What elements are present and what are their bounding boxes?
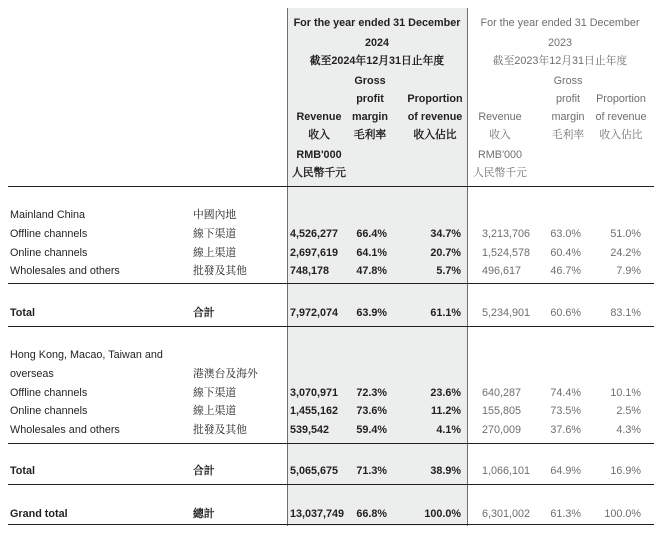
row-label-zh: 線上渠道 [193, 247, 237, 259]
row-label-zh: 合計 [193, 465, 215, 477]
row-label-en: Online channels [10, 405, 88, 417]
current-margin-cell: 47.8% [356, 265, 387, 277]
prior-period-zh: 截至2023年12月31日止年度 [492, 55, 628, 67]
prior-period-en: For the year ended 31 December [480, 17, 640, 29]
prior-revenue-cell: 496,617 [482, 265, 522, 277]
prior-gross-heading-zh: 毛利率 [551, 129, 585, 141]
current-gross-heading-3: margin [352, 111, 388, 123]
current-margin-cell: 72.3% [356, 387, 387, 399]
prior-proportion-cell: 83.1% [610, 307, 641, 319]
row-label-zh: 線下渠道 [193, 387, 237, 399]
section-label-en: Hong Kong, Macao, Taiwan and [10, 349, 163, 361]
row-label-zh: 合計 [193, 307, 215, 319]
current-revenue-cell: 748,178 [290, 265, 330, 277]
current-proportion-cell: 23.6% [430, 387, 461, 399]
row-label-zh: 線下渠道 [193, 228, 237, 240]
current-margin-cell: 73.6% [356, 405, 387, 417]
prior-margin-cell: 61.3% [550, 508, 581, 520]
prior-revenue-cell: 6,301,002 [482, 508, 531, 520]
row-label-en: Offline channels [10, 228, 88, 240]
section-label-zh: 中國內地 [193, 209, 237, 221]
mainland-total-top-rule [8, 283, 654, 284]
current-margin-cell: 59.4% [356, 424, 387, 436]
current-revenue-cell: 4,526,277 [290, 228, 339, 240]
current-margin-cell: 66.8% [356, 508, 387, 520]
prior-margin-cell: 63.0% [550, 228, 581, 240]
current-year: 2024 [364, 37, 390, 49]
prior-revenue-heading-zh: 收入 [489, 129, 511, 141]
current-revenue-cell: 5,065,675 [290, 465, 339, 477]
row-label-en: Wholesales and others [10, 424, 120, 436]
prior-margin-cell: 37.6% [550, 424, 581, 436]
prior-gross-heading-2: profit [555, 93, 580, 105]
current-revenue-cell: 539,542 [290, 424, 330, 436]
current-margin-cell: 71.3% [356, 465, 387, 477]
prior-revenue-cell: 5,234,901 [482, 307, 531, 319]
prior-margin-cell: 60.6% [550, 307, 581, 319]
row-label-zh: 批發及其他 [193, 424, 247, 436]
mainland-total-bottom-rule [8, 326, 654, 327]
prior-prop-heading-zh: 收入佔比 [599, 129, 643, 141]
row-label-zh: 線上渠道 [193, 405, 237, 417]
current-prop-heading-zh: 收入佔比 [413, 129, 457, 141]
header-bottom-rule [8, 186, 654, 187]
grand-total-bottom-rule [8, 524, 654, 525]
current-revenue-heading-zh: 收入 [308, 129, 330, 141]
prior-unit-heading-zh: 人民幣千元 [473, 167, 527, 179]
current-proportion-cell: 4.1% [436, 424, 461, 436]
overseas-total-top-rule [8, 443, 654, 444]
prior-proportion-cell: 51.0% [610, 228, 641, 240]
current-period-en: For the year ended 31 December [293, 17, 461, 29]
current-proportion-cell: 11.2% [430, 405, 461, 417]
prior-prop-heading-2: of revenue [595, 111, 647, 123]
row-label-en: Total [10, 307, 35, 319]
row-label-en: Total [10, 465, 35, 477]
row-label-zh: 總計 [193, 508, 215, 520]
current-gross-heading-2: profit [356, 93, 384, 105]
current-margin-cell: 63.9% [356, 307, 387, 319]
prior-proportion-cell: 24.2% [610, 247, 641, 259]
current-prop-heading-1: Proportion [407, 93, 463, 105]
prior-revenue-cell: 1,066,101 [482, 465, 531, 477]
section-label-zh: 港澳台及海外 [193, 368, 258, 380]
current-margin-cell: 66.4% [356, 228, 387, 240]
current-proportion-cell: 20.7% [430, 247, 461, 259]
current-year-right-border [467, 8, 468, 526]
prior-gross-heading-3: margin [551, 111, 585, 123]
current-period-zh: 截至2024年12月31日止年度 [309, 55, 445, 67]
prior-gross-heading-1: Gross [553, 75, 583, 87]
current-unit-heading-zh: 人民幣千元 [292, 167, 346, 179]
prior-margin-cell: 74.4% [550, 387, 581, 399]
prior-year: 2023 [547, 37, 573, 49]
current-year-left-border [287, 8, 288, 526]
current-proportion-cell: 100.0% [424, 508, 461, 520]
prior-revenue-cell: 3,213,706 [482, 228, 531, 240]
current-revenue-cell: 3,070,971 [290, 387, 339, 399]
prior-proportion-cell: 2.5% [616, 405, 641, 417]
current-unit-heading: RMB'000 [296, 149, 342, 161]
prior-margin-cell: 73.5% [550, 405, 581, 417]
current-revenue-heading: Revenue [296, 111, 342, 123]
prior-proportion-cell: 10.1% [610, 387, 641, 399]
prior-revenue-cell: 640,287 [482, 387, 522, 399]
prior-revenue-cell: 155,805 [482, 405, 522, 417]
row-label-en: Wholesales and others [10, 265, 120, 277]
row-label-en: Grand total [10, 508, 68, 520]
current-proportion-cell: 5.7% [436, 265, 461, 277]
prior-revenue-heading: Revenue [478, 111, 522, 123]
prior-proportion-cell: 16.9% [610, 465, 641, 477]
prior-proportion-cell: 100.0% [604, 508, 641, 520]
current-prop-heading-2: of revenue [407, 111, 463, 123]
current-revenue-cell: 1,455,162 [290, 405, 339, 417]
current-gross-heading-1: Gross [354, 75, 386, 87]
current-proportion-cell: 34.7% [430, 228, 461, 240]
prior-prop-heading-1: Proportion [596, 93, 646, 105]
row-label-en: Online channels [10, 247, 88, 259]
prior-proportion-cell: 4.3% [616, 424, 641, 436]
current-gross-heading-zh: 毛利率 [353, 129, 387, 141]
section-label-en: Mainland China [10, 209, 86, 221]
prior-proportion-cell: 7.9% [616, 265, 641, 277]
overseas-total-bottom-rule [8, 484, 654, 485]
current-margin-cell: 64.1% [356, 247, 387, 259]
row-label-en: Offline channels [10, 387, 88, 399]
prior-margin-cell: 46.7% [550, 265, 581, 277]
current-revenue-cell: 7,972,074 [290, 307, 339, 319]
current-revenue-cell: 2,697,619 [290, 247, 339, 259]
current-proportion-cell: 38.9% [430, 465, 461, 477]
prior-margin-cell: 64.9% [550, 465, 581, 477]
current-revenue-cell: 13,037,749 [290, 508, 345, 520]
prior-revenue-cell: 1,524,578 [482, 247, 531, 259]
prior-margin-cell: 60.4% [550, 247, 581, 259]
current-proportion-cell: 61.1% [430, 307, 461, 319]
section-label-en-cont: overseas [10, 368, 54, 380]
prior-revenue-cell: 270,009 [482, 424, 522, 436]
row-label-zh: 批發及其他 [193, 265, 247, 277]
prior-unit-heading: RMB'000 [477, 149, 523, 161]
